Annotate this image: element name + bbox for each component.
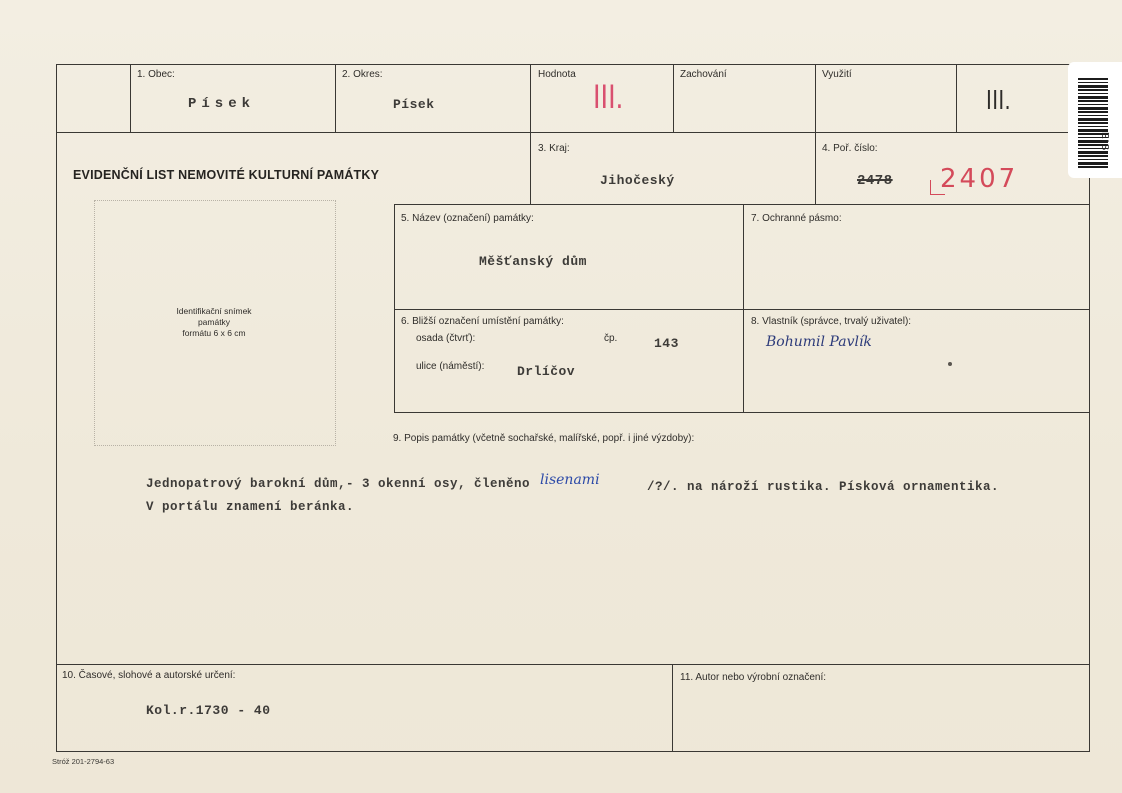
rule — [130, 64, 131, 132]
hodnota-label: Hodnota — [538, 69, 576, 80]
okres-value: Písek — [393, 97, 435, 112]
vlastnik-label: 8. Vlastník (správce, trvalý uživatel): — [751, 316, 912, 327]
obec-label: 1. Obec: — [137, 69, 175, 80]
cp-value: 143 — [654, 336, 679, 351]
casove-label: 10. Časové, slohové a autorské určení: — [62, 670, 236, 681]
print-footer: Stróž 201-2794-63 — [52, 757, 115, 766]
photo-caption-line1: Identifikační snímek — [176, 306, 252, 316]
rule — [394, 412, 1090, 413]
ink-dot — [948, 362, 952, 366]
rule — [394, 309, 1090, 310]
rule — [56, 64, 57, 752]
ulice-value: Drlíčov — [517, 364, 576, 379]
umisteni-label: 6. Bližší označení umístění památky: — [401, 316, 564, 327]
rule — [743, 204, 744, 412]
rule — [394, 204, 395, 412]
vyuziti-label: Využití — [822, 69, 852, 80]
hodnota-value: III. — [593, 78, 624, 116]
por-cislo-old: 2478 — [857, 173, 893, 189]
ochranne-pasmo-label: 7. Ochranné pásmo: — [751, 213, 842, 224]
rule — [530, 64, 531, 204]
photo-caption-line3: formátu 6 x 6 cm — [182, 328, 246, 338]
rule — [335, 64, 336, 132]
popis-line1-b: /?/. na nároží rustika. Písková ornamentika. — [647, 480, 1000, 494]
popis-label: 9. Popis památky (včetně sochařské, malířské, popř. i jiné výzdoby): — [393, 433, 695, 444]
zachovani-label: Zachování — [680, 69, 727, 80]
por-cislo-label: 4. Poř. číslo: — [822, 143, 878, 154]
barcode-text: EIS — [1099, 132, 1110, 152]
barcode-sticker — [1068, 62, 1122, 178]
rule — [672, 664, 673, 752]
rule — [56, 751, 1090, 752]
rule — [56, 132, 1090, 133]
correction-mark — [930, 180, 945, 195]
casove-value: Kol.r.1730 - 40 — [146, 703, 271, 718]
popis-line1-a: Jednopatrový barokní dům,- 3 okenní osy, členěno — [146, 477, 531, 491]
rule — [56, 664, 1090, 665]
ulice-label: ulice (náměstí): — [416, 361, 485, 372]
rule — [956, 64, 957, 132]
photo-caption — [94, 306, 334, 339]
autor-label: 11. Autor nebo výrobní označení: — [680, 672, 827, 683]
obec-value: Písek — [188, 96, 256, 112]
rule — [673, 64, 674, 132]
osada-label: osada (čtvrť): — [416, 333, 476, 344]
rule — [815, 64, 816, 204]
form-title: EVIDENČNÍ LIST NEMOVITÉ KULTURNÍ PAMÁTKY — [73, 168, 380, 182]
photo-caption-line2: památky — [197, 317, 231, 327]
okres-label: 2. Okres: — [342, 69, 383, 80]
rule — [394, 204, 1090, 205]
kraj-value: Jihočeský — [600, 173, 675, 188]
kraj-label: 3. Kraj: — [538, 143, 570, 154]
barcode-icon — [1078, 78, 1108, 168]
popis-line2: V portálu znamení beránka. — [146, 500, 355, 514]
por-cislo-new: 2407 — [940, 164, 1019, 194]
popis-line1-hand: lisenami — [540, 472, 600, 488]
rule — [56, 64, 1090, 65]
cp-label: čp. — [604, 333, 618, 344]
nazev-label: 5. Název (označení) památky: — [401, 213, 534, 224]
vlastnik-value: Bohumil Pavlík — [766, 334, 872, 350]
nazev-value: Měšťanský dům — [479, 254, 587, 269]
stamp-value: III. — [986, 84, 1011, 115]
